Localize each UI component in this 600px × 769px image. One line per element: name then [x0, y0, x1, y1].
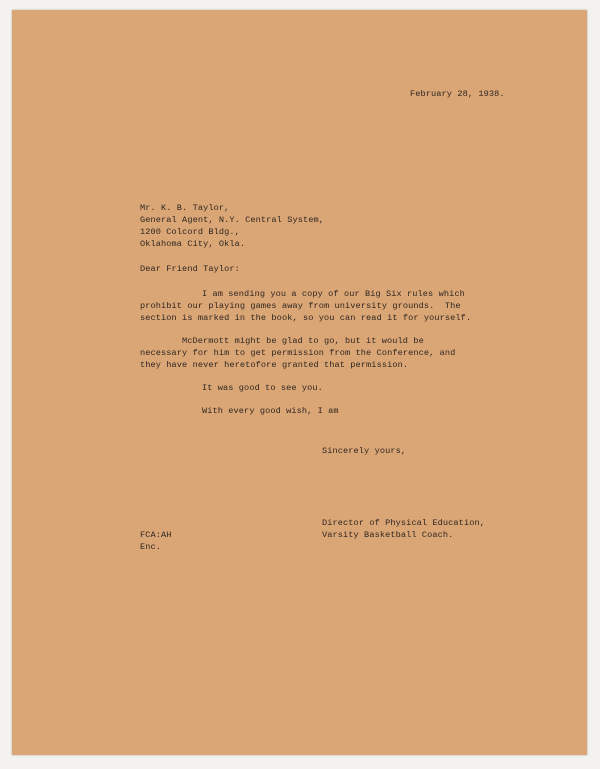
paragraph-3: It was good to see you.: [202, 383, 323, 393]
letter-page: [12, 10, 587, 755]
paragraph-1-line-2: prohibit our playing games away from university grounds. The: [140, 301, 461, 311]
enclosure-note: Enc.: [140, 542, 162, 552]
paragraph-4: With every good wish, I am: [202, 406, 339, 416]
signature-title-1: Director of Physical Education,: [322, 518, 485, 528]
salutation: Dear Friend Taylor:: [140, 264, 240, 274]
recipient-title: General Agent, N.Y. Central System,: [140, 215, 324, 225]
recipient-city: Oklahoma City, Okla.: [140, 239, 246, 249]
signature-title-2: Varsity Basketball Coach.: [322, 530, 454, 540]
recipient-street: 1200 Colcord Bldg.,: [140, 227, 240, 237]
closing: Sincerely yours,: [322, 446, 407, 456]
paragraph-1-line-1: I am sending you a copy of our Big Six rules which: [202, 289, 465, 299]
paragraph-2-line-1: McDermott might be glad to go, but it would be: [182, 336, 424, 346]
paragraph-1-line-3: section is marked in the book, so you can read it for yourself.: [140, 313, 472, 323]
paragraph-2-line-3: they have never heretofore granted that permission.: [140, 360, 409, 370]
paragraph-2-line-2: necessary for him to get permission from the Conference, and: [140, 348, 456, 358]
letter-date: February 28, 1938.: [410, 89, 505, 99]
recipient-name: Mr. K. B. Taylor,: [140, 203, 230, 213]
reference-initials: FCA:AH: [140, 530, 172, 540]
